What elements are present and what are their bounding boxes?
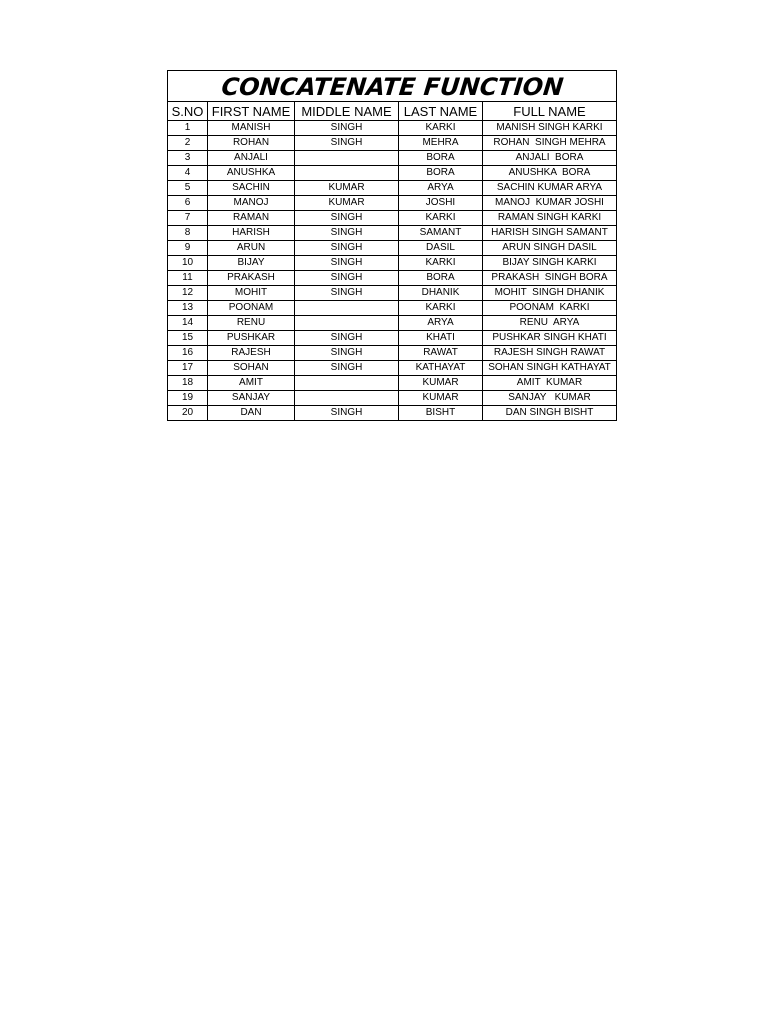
cell-middle-name: SINGH (295, 346, 399, 361)
cell-sno: 3 (168, 151, 208, 166)
cell-full-name: RAMAN SINGH KARKI (483, 211, 617, 226)
table-row (168, 301, 617, 316)
cell-full-name: SACHIN KUMAR ARYA (483, 181, 617, 196)
cell-last-name: BORA (399, 151, 483, 166)
cell-middle-name (295, 376, 399, 391)
cell-first-name: SOHAN (208, 361, 295, 376)
table-row (168, 166, 617, 181)
cell-sno: 6 (168, 196, 208, 211)
table-row (168, 346, 617, 361)
cell-first-name: AMIT (208, 376, 295, 391)
cell-full-name: MANISH SINGH KARKI (483, 121, 617, 136)
table-row (168, 316, 617, 331)
cell-first-name: PRAKASH (208, 271, 295, 286)
cell-sno: 12 (168, 286, 208, 301)
cell-first-name: POONAM (208, 301, 295, 316)
cell-last-name: KARKI (399, 301, 483, 316)
cell-middle-name: SINGH (295, 136, 399, 151)
header-last-name: LAST NAME (399, 102, 483, 121)
cell-middle-name: SINGH (295, 271, 399, 286)
cell-middle-name: SINGH (295, 361, 399, 376)
cell-last-name: BORA (399, 166, 483, 181)
cell-sno: 15 (168, 331, 208, 346)
cell-last-name: KATHAYAT (399, 361, 483, 376)
header-first-name: FIRST NAME (208, 102, 295, 121)
cell-sno: 7 (168, 211, 208, 226)
table-row (168, 406, 617, 421)
cell-sno: 14 (168, 316, 208, 331)
table-row (168, 181, 617, 196)
cell-sno: 16 (168, 346, 208, 361)
cell-last-name: DHANIK (399, 286, 483, 301)
table-row (168, 211, 617, 226)
cell-first-name: MANOJ (208, 196, 295, 211)
table-row (168, 226, 617, 241)
cell-full-name: ROHAN SINGH MEHRA (483, 136, 617, 151)
cell-first-name: RAMAN (208, 211, 295, 226)
table-row (168, 271, 617, 286)
cell-full-name: ANJALI BORA (483, 151, 617, 166)
header-row (168, 102, 617, 121)
table-row (168, 391, 617, 406)
cell-sno: 4 (168, 166, 208, 181)
cell-last-name: ARYA (399, 316, 483, 331)
cell-last-name: KARKI (399, 121, 483, 136)
cell-middle-name (295, 391, 399, 406)
cell-middle-name: SINGH (295, 331, 399, 346)
cell-full-name: SOHAN SINGH KATHAYAT (483, 361, 617, 376)
table-title: CONCATENATE FUNCTION (166, 71, 618, 102)
cell-sno: 18 (168, 376, 208, 391)
cell-sno: 13 (168, 301, 208, 316)
cell-full-name: DAN SINGH BISHT (483, 406, 617, 421)
cell-first-name: HARISH (208, 226, 295, 241)
cell-last-name: KUMAR (399, 391, 483, 406)
cell-first-name: SANJAY (208, 391, 295, 406)
cell-last-name: KARKI (399, 211, 483, 226)
cell-full-name: MANOJ KUMAR JOSHI (483, 196, 617, 211)
cell-full-name: PUSHKAR SINGH KHATI (483, 331, 617, 346)
table-row (168, 151, 617, 166)
cell-middle-name (295, 316, 399, 331)
cell-middle-name: SINGH (295, 286, 399, 301)
cell-middle-name: SINGH (295, 226, 399, 241)
cell-sno: 19 (168, 391, 208, 406)
header-full-name: FULL NAME (483, 102, 617, 121)
table-row (168, 256, 617, 271)
cell-full-name: HARISH SINGH SAMANT (483, 226, 617, 241)
cell-full-name: POONAM KARKI (483, 301, 617, 316)
cell-full-name: MOHIT SINGH DHANIK (483, 286, 617, 301)
cell-first-name: RAJESH (208, 346, 295, 361)
table-row (168, 196, 617, 211)
cell-full-name: RENU ARYA (483, 316, 617, 331)
cell-last-name: RAWAT (399, 346, 483, 361)
cell-first-name: BIJAY (208, 256, 295, 271)
cell-sno: 11 (168, 271, 208, 286)
cell-first-name: PUSHKAR (208, 331, 295, 346)
cell-full-name: ANUSHKA BORA (483, 166, 617, 181)
cell-middle-name: KUMAR (295, 196, 399, 211)
table-row (168, 361, 617, 376)
table-body (168, 121, 617, 421)
cell-middle-name: SINGH (295, 211, 399, 226)
header-sno: S.NO (168, 102, 208, 121)
cell-sno: 17 (168, 361, 208, 376)
cell-middle-name: KUMAR (295, 181, 399, 196)
cell-last-name: BORA (399, 271, 483, 286)
cell-last-name: MEHRA (399, 136, 483, 151)
cell-first-name: MOHIT (208, 286, 295, 301)
cell-last-name: DASIL (399, 241, 483, 256)
cell-first-name: RENU (208, 316, 295, 331)
header-middle-name: MIDDLE NAME (295, 102, 399, 121)
cell-first-name: DAN (208, 406, 295, 421)
cell-sno: 20 (168, 406, 208, 421)
cell-middle-name: SINGH (295, 121, 399, 136)
cell-full-name: BIJAY SINGH KARKI (483, 256, 617, 271)
cell-full-name: AMIT KUMAR (483, 376, 617, 391)
table-row (168, 241, 617, 256)
cell-last-name: ARYA (399, 181, 483, 196)
cell-full-name: ARUN SINGH DASIL (483, 241, 617, 256)
cell-last-name: BISHT (399, 406, 483, 421)
cell-middle-name: SINGH (295, 241, 399, 256)
table-row (168, 376, 617, 391)
cell-full-name: RAJESH SINGH RAWAT (483, 346, 617, 361)
cell-sno: 5 (168, 181, 208, 196)
cell-sno: 2 (168, 136, 208, 151)
table-row (168, 331, 617, 346)
cell-sno: 8 (168, 226, 208, 241)
cell-first-name: MANISH (208, 121, 295, 136)
cell-full-name: PRAKASH SINGH BORA (483, 271, 617, 286)
cell-last-name: KHATI (399, 331, 483, 346)
cell-first-name: ARUN (208, 241, 295, 256)
cell-sno: 9 (168, 241, 208, 256)
cell-middle-name: SINGH (295, 256, 399, 271)
cell-middle-name (295, 166, 399, 181)
cell-sno: 1 (168, 121, 208, 136)
cell-full-name: SANJAY KUMAR (483, 391, 617, 406)
cell-last-name: KUMAR (399, 376, 483, 391)
table-row (168, 136, 617, 151)
cell-last-name: SAMANT (399, 226, 483, 241)
table-row (168, 121, 617, 136)
cell-last-name: JOSHI (399, 196, 483, 211)
table-row (168, 286, 617, 301)
cell-sno: 10 (168, 256, 208, 271)
concatenate-table (167, 70, 617, 421)
cell-first-name: SACHIN (208, 181, 295, 196)
cell-last-name: KARKI (399, 256, 483, 271)
cell-middle-name (295, 301, 399, 316)
cell-first-name: ROHAN (208, 136, 295, 151)
cell-middle-name (295, 151, 399, 166)
cell-first-name: ANJALI (208, 151, 295, 166)
cell-first-name: ANUSHKA (208, 166, 295, 181)
cell-middle-name: SINGH (295, 406, 399, 421)
